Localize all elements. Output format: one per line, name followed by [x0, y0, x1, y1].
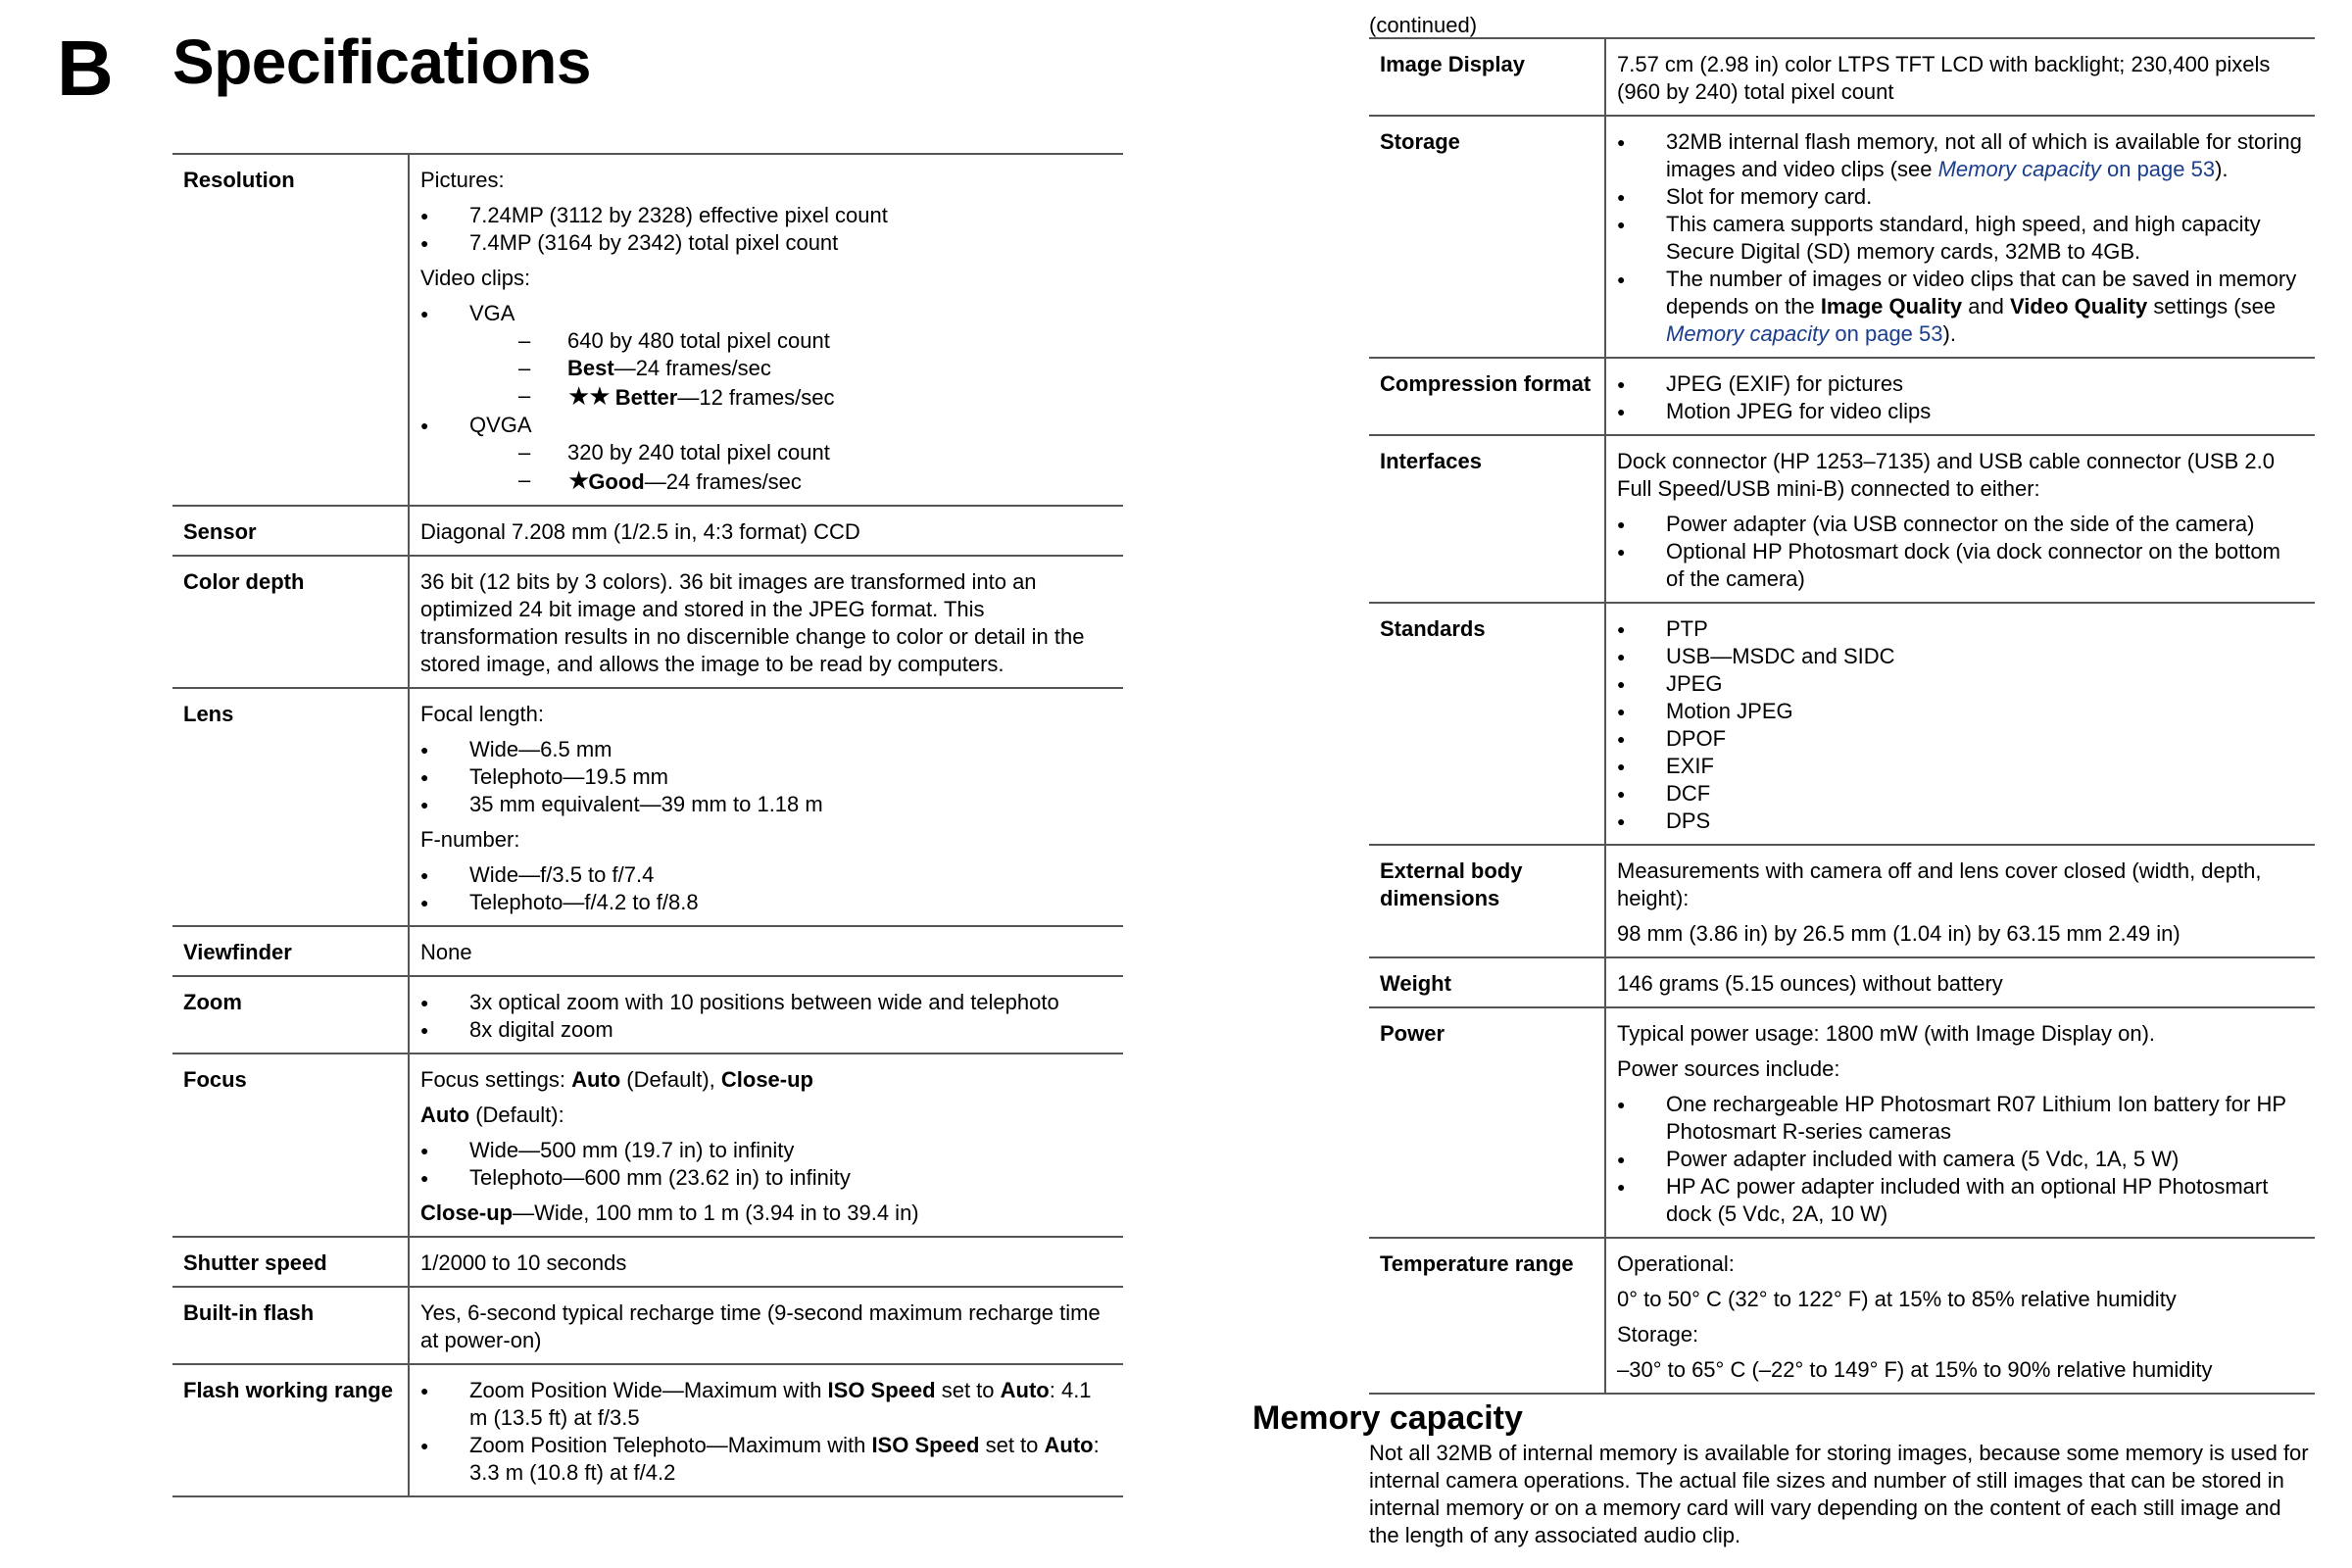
- table-row: [172, 1287, 1123, 1364]
- label-line: External body: [1380, 858, 1523, 883]
- good-label: Good: [588, 469, 645, 494]
- list-item: ● Telephoto—600 mm (23.62 in) to infinity: [420, 1164, 1112, 1192]
- table-row: [1369, 38, 2315, 116]
- row-value: [409, 688, 1123, 926]
- video-clips-label: Video clips:: [420, 266, 531, 290]
- auto-default-label: [420, 1102, 1112, 1129]
- list-item: ● JPEG: [1617, 670, 2304, 698]
- dash-list: [469, 327, 1112, 412]
- list-item: [420, 1377, 1112, 1432]
- focal-length-label: Focal length:: [420, 702, 544, 726]
- row-label: Resolution: [172, 154, 409, 506]
- list-item: [1617, 266, 2304, 348]
- bullet-list: [1617, 615, 2304, 835]
- bold-text: Video Quality: [2010, 294, 2148, 318]
- list-item: ● DPOF: [1617, 725, 2304, 753]
- table-row: [172, 976, 1123, 1054]
- list-item: ● Motion JPEG for video clips: [1617, 398, 2304, 425]
- list-item: ● One rechargeable HP Photosmart R07 Lithium Ion battery for HP Photosmart R-series cameras: [1617, 1091, 2304, 1146]
- row-label: Shutter speed: [172, 1237, 409, 1287]
- row-label: Focus: [172, 1054, 409, 1237]
- list-item: – 640 by 480 total pixel count: [469, 327, 1112, 355]
- list-item: [469, 466, 1112, 496]
- bullet-list: [420, 202, 1112, 257]
- table-row: [1369, 435, 2315, 603]
- list-item: ● USB—MSDC and SIDC: [1617, 643, 2304, 670]
- bullet-list: [420, 1137, 1112, 1192]
- good-value: —24 frames/sec: [644, 469, 802, 494]
- bold-text: Auto: [420, 1102, 470, 1127]
- table-row: [1369, 1007, 2315, 1238]
- best-value: —24 frames/sec: [613, 356, 771, 380]
- bullet-list: [420, 736, 1112, 818]
- best-label: Best: [567, 356, 614, 380]
- memory-capacity-link[interactable]: Memory capacity: [1937, 157, 2101, 181]
- label-line: dimensions: [1380, 886, 1500, 910]
- row-value: Yes, 6-second typical recharge time (9-second maximum recharge time at power-on): [420, 1300, 1101, 1352]
- storage-label: Storage:: [1617, 1322, 1699, 1347]
- memory-capacity-link[interactable]: Memory capacity: [1666, 321, 1830, 346]
- table-row: [172, 506, 1123, 556]
- row-label: Weight: [1369, 957, 1605, 1007]
- text: —Wide, 100 mm to 1 m (3.94 in to 39.4 in): [513, 1200, 919, 1225]
- list-item: ● Power adapter (via USB connector on the side of the camera): [1617, 511, 2304, 538]
- text: set to: [979, 1433, 1045, 1457]
- list-item: [420, 412, 1112, 496]
- text: ).: [1942, 321, 1956, 346]
- row-value: Diagonal 7.208 mm (1/2.5 in, 4:3 format) CCD: [420, 519, 860, 544]
- list-item: ● This camera supports standard, high speed, and high capacity Secure Digital (SD) memory cards, 32MB to 4GB.: [1617, 211, 2304, 266]
- row-value: 1/2000 to 10 seconds: [420, 1250, 627, 1275]
- list-item: [469, 355, 1112, 382]
- list-item: ● 8x digital zoom: [420, 1016, 1112, 1044]
- row-label: Image Display: [1369, 38, 1605, 116]
- text: The number of images or video clips that can be saved in memory depends on the: [1666, 267, 2297, 318]
- row-label: Viewfinder: [172, 926, 409, 976]
- list-item: ● 7.24MP (3112 by 2328) effective pixel count: [420, 202, 1112, 229]
- text: Zoom Position Wide—Maximum with: [469, 1378, 828, 1402]
- list-item: ● DCF: [1617, 780, 2304, 808]
- row-value: [1605, 435, 2315, 603]
- operational-value: 0° to 50° C (32° to 122° F) at 15% to 85% relative humidity: [1617, 1287, 2177, 1311]
- table-row: [172, 926, 1123, 976]
- row-label: [1369, 845, 1605, 957]
- row-label: Storage: [1369, 116, 1605, 358]
- row-label: Standards: [1369, 603, 1605, 845]
- row-value: [409, 976, 1123, 1054]
- text: : 3.3 m (10.8 ft) at f/4.2: [469, 1433, 1100, 1485]
- row-label: Flash working range: [172, 1364, 409, 1496]
- table-row: [1369, 116, 2315, 358]
- continued-label: (continued): [1369, 13, 1478, 37]
- row-label: Compression format: [1369, 358, 1605, 435]
- row-value: None: [420, 940, 472, 964]
- bold-text: ISO Speed: [827, 1378, 936, 1402]
- table-row: [172, 688, 1123, 926]
- row-label: Zoom: [172, 976, 409, 1054]
- bold-text: Auto: [571, 1067, 621, 1092]
- list-item: ● Optional HP Photosmart dock (via dock connector on the bottom of the camera): [1617, 538, 2304, 593]
- list-item: ● PTP: [1617, 615, 2304, 643]
- table-row: [172, 1237, 1123, 1287]
- table-row: [172, 154, 1123, 506]
- text: 32MB internal flash memory, not all of which is available for storing images and video clips (see: [1666, 129, 2302, 181]
- text: settings (see: [2147, 294, 2277, 318]
- specifications-table: [172, 153, 1123, 1497]
- table-row: [1369, 1238, 2315, 1394]
- table-row: [172, 1364, 1123, 1496]
- row-label: Lens: [172, 688, 409, 926]
- text: Focus settings:: [420, 1067, 572, 1092]
- text: set to: [935, 1378, 1001, 1402]
- bold-text: Close-up: [420, 1200, 514, 1225]
- operational-label: Operational:: [1617, 1251, 1735, 1276]
- page-reference-link[interactable]: on page 53: [1829, 321, 1943, 346]
- row-value: [409, 154, 1123, 506]
- list-item: ● HP AC power adapter included with an optional HP Photosmart dock (5 Vdc, 2A, 10 W): [1617, 1173, 2304, 1228]
- row-value: 146 grams (5.15 ounces) without battery: [1617, 971, 2003, 996]
- row-value: [1605, 116, 2315, 358]
- row-value: [1605, 603, 2315, 845]
- table-row: [1369, 603, 2315, 845]
- dimensions-value: 98 mm (3.86 in) by 26.5 mm (1.04 in) by 63.15 mm 2.49 in): [1617, 921, 2180, 946]
- list-item: ● Telephoto—19.5 mm: [420, 763, 1112, 791]
- dash-list: [469, 439, 1112, 496]
- text: : 4.1 m (13.5 ft) at f/3.5: [469, 1378, 1092, 1430]
- row-value: [1605, 1238, 2315, 1394]
- list-item: ● 7.4MP (3164 by 2342) total pixel count: [420, 229, 1112, 257]
- closeup-range: [420, 1200, 1112, 1227]
- list-item: ● Wide—6.5 mm: [420, 736, 1112, 763]
- memory-capacity-body: Not all 32MB of internal memory is available for storing images, because some memory is used for internal camera operations. The actual file sizes and number of still images that can be stored in internal memory or on a memory card will vary depending on the content of each still image and the length of any associated audio clip.: [1369, 1441, 2309, 1547]
- chapter-letter: B: [57, 24, 114, 112]
- page-reference-link[interactable]: on page 53: [2100, 157, 2216, 181]
- bullet-list: [1617, 511, 2304, 593]
- power-sources-label: Power sources include:: [1617, 1056, 1840, 1081]
- text: and: [1962, 294, 2011, 318]
- text: (Default):: [469, 1102, 564, 1127]
- row-label: Built-in flash: [172, 1287, 409, 1364]
- list-item: ● JPEG (EXIF) for pictures: [1617, 370, 2304, 398]
- qvga-label: QVGA: [469, 413, 532, 437]
- bold-text: Auto: [1044, 1433, 1094, 1457]
- list-item: ● 3x optical zoom with 10 positions between wide and telephoto: [420, 989, 1112, 1016]
- table-row: [172, 556, 1123, 688]
- row-label: Color depth: [172, 556, 409, 688]
- bullet-list: [420, 861, 1112, 916]
- star-icon: ★: [567, 466, 589, 495]
- interfaces-intro: Dock connector (HP 1253–7135) and USB cable connector (USB 2.0 Full Speed/USB mini-B) connected to either:: [1617, 449, 2275, 501]
- row-value: 7.57 cm (2.98 in) color LTPS TFT LCD with backlight; 230,400 pixels (960 by 240) total pixel count: [1617, 52, 2271, 104]
- list-item: [420, 300, 1112, 412]
- list-item: ● DPS: [1617, 808, 2304, 835]
- row-value: [1605, 358, 2315, 435]
- f-number-label: F-number:: [420, 827, 520, 852]
- list-item: – 320 by 240 total pixel count: [469, 439, 1112, 466]
- bullet-list: [1617, 128, 2304, 348]
- bullet-list: [420, 1377, 1112, 1487]
- row-value: [409, 1054, 1123, 1237]
- storage-value: –30° to 65° C (–22° to 149° F) at 15% to 90% relative humidity: [1617, 1357, 2213, 1382]
- bullet-list: [1617, 370, 2304, 425]
- table-row: [172, 1054, 1123, 1237]
- better-label: Better: [614, 385, 678, 410]
- list-item: ● Motion JPEG: [1617, 698, 2304, 725]
- row-label: Interfaces: [1369, 435, 1605, 603]
- row-label: Sensor: [172, 506, 409, 556]
- star-icon: ★★: [567, 381, 610, 411]
- specifications-table-continued: [1369, 37, 2315, 1395]
- page-title: Specifications: [172, 26, 591, 97]
- row-label: Power: [1369, 1007, 1605, 1238]
- pictures-label: Pictures:: [420, 168, 505, 192]
- bullet-list: [420, 300, 1112, 496]
- text: (Default),: [620, 1067, 721, 1092]
- dimensions-note: Measurements with camera off and lens cover closed (width, depth, height):: [1617, 858, 2262, 910]
- power-usage: Typical power usage: 1800 mW (with Image Display on).: [1617, 1021, 2156, 1046]
- bold-text: Image Quality: [1820, 294, 1963, 318]
- row-label: Temperature range: [1369, 1238, 1605, 1394]
- row-value: [1605, 1007, 2315, 1238]
- list-item: [469, 382, 1112, 412]
- row-value: [1605, 845, 2315, 957]
- bullet-list: [420, 989, 1112, 1044]
- better-value: —12 frames/sec: [677, 385, 835, 410]
- list-item: ● Wide—500 mm (19.7 in) to infinity: [420, 1137, 1112, 1164]
- table-row: [1369, 957, 2315, 1007]
- bullet-list: [1617, 1091, 2304, 1228]
- list-item: ● Telephoto—f/4.2 to f/8.8: [420, 889, 1112, 916]
- list-item: ● Power adapter included with camera (5 Vdc, 1A, 5 W): [1617, 1146, 2304, 1173]
- focus-settings: [420, 1066, 1112, 1094]
- table-row: [1369, 845, 2315, 957]
- text: ).: [2215, 157, 2229, 181]
- list-item: ● Wide—f/3.5 to f/7.4: [420, 861, 1112, 889]
- list-item: ● Slot for memory card.: [1617, 183, 2304, 211]
- row-value: 36 bit (12 bits by 3 colors). 36 bit images are transformed into an optimized 24 bit image and stored in the JPEG format. This transformation results in no discernible change to color or detail in the stored image, and allows the image to be read by computers.: [420, 569, 1085, 676]
- bold-text: ISO Speed: [871, 1433, 980, 1457]
- text: Zoom Position Telephoto—Maximum with: [469, 1433, 872, 1457]
- list-item: ● EXIF: [1617, 753, 2304, 780]
- memory-capacity-heading: Memory capacity: [1252, 1399, 1523, 1437]
- list-item: [1617, 128, 2304, 183]
- vga-label: VGA: [469, 301, 515, 325]
- bold-text: Close-up: [720, 1067, 813, 1092]
- bold-text: Auto: [1000, 1378, 1050, 1402]
- list-item: [420, 1432, 1112, 1487]
- table-row: [1369, 358, 2315, 435]
- list-item: ● 35 mm equivalent—39 mm to 1.18 m: [420, 791, 1112, 818]
- row-value: [409, 1364, 1123, 1496]
